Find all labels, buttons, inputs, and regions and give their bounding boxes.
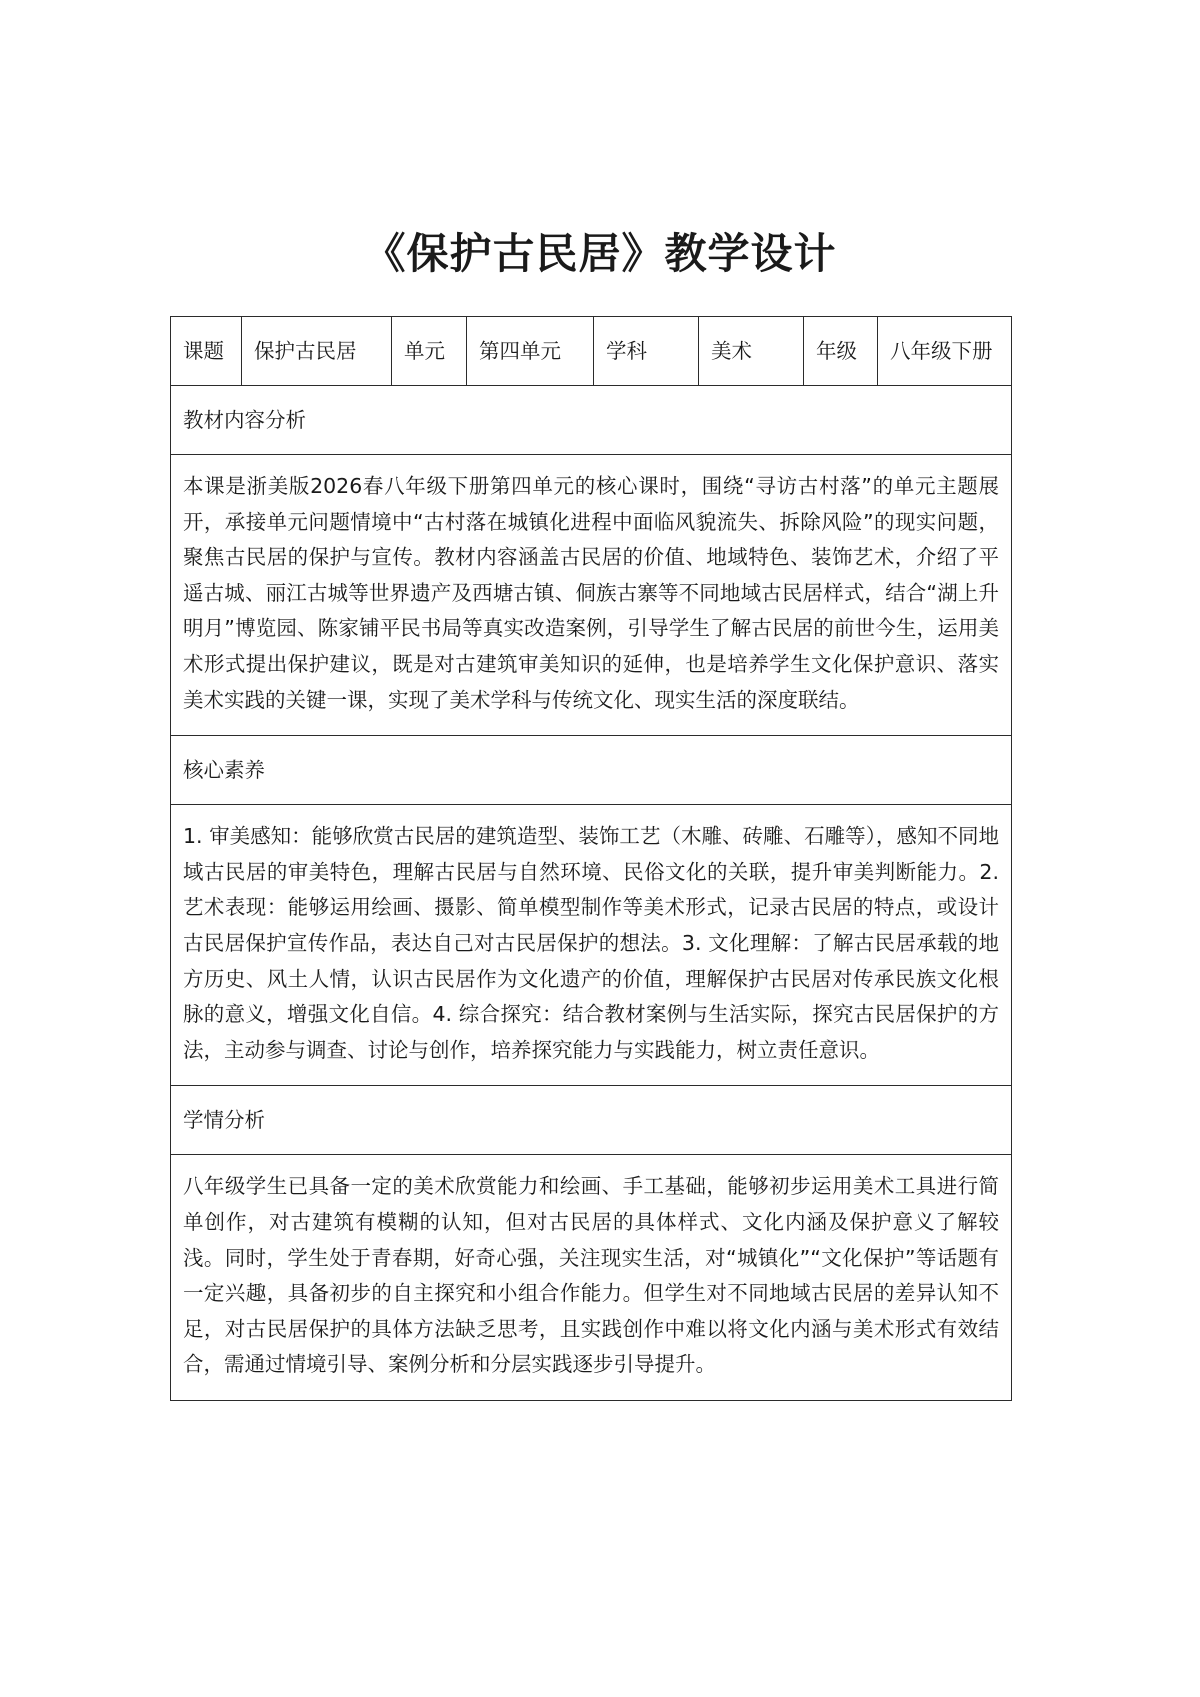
topic-label: 课题 bbox=[171, 317, 242, 386]
lesson-plan-table bbox=[170, 316, 1012, 1401]
header-row bbox=[171, 317, 1012, 386]
unit-label: 单元 bbox=[392, 317, 467, 386]
section-body-row bbox=[171, 805, 1012, 1086]
section-body-row bbox=[171, 455, 1012, 736]
section-heading-row bbox=[171, 386, 1012, 455]
section-body-textbook-analysis bbox=[171, 455, 1012, 736]
section-paragraph: 本课是浙美版2026春八年级下册第四单元的核心课时，围绕“寻访古村落”的单元主题展开，承接单元问题情境中“古村落在城镇化进程中面临风貌流失、拆除风险”的现实问题，聚焦古民居的保护与宣传。教材内容涵盖古民居的价值、地域特色、装饰艺术，介绍了平遥古城、丽江古城等世界遗产及西塘古镇、侗族古寨等不同地域古民居样式，结合“湖上升明月”博览园、陈家铺平民书局等真实改造案例，引导学生了解古民居的前世今生，运用美术形式提出保护建议，既是对古建筑审美知识的延伸，也是培养学生文化保护意识、落实美术实践的关键一课，实现了美术学科与传统文化、现实生活的深度联结。 bbox=[183, 474, 999, 712]
section-heading-textbook-analysis: 教材内容分析 bbox=[171, 386, 1012, 455]
section-heading-student-analysis: 学情分析 bbox=[171, 1086, 1012, 1155]
section-body-core-literacy bbox=[171, 805, 1012, 1086]
subject-label: 学科 bbox=[594, 317, 699, 386]
section-heading-row bbox=[171, 1086, 1012, 1155]
subject-value: 美术 bbox=[699, 317, 804, 386]
section-heading-core-literacy: 核心素养 bbox=[171, 736, 1012, 805]
grade-value: 八年级下册 bbox=[878, 317, 1012, 386]
grade-label: 年级 bbox=[804, 317, 878, 386]
section-body-student-analysis bbox=[171, 1155, 1012, 1401]
unit-value: 第四单元 bbox=[467, 317, 594, 386]
section-heading-row bbox=[171, 736, 1012, 805]
section-paragraph: 1. 审美感知：能够欣赏古民居的建筑造型、装饰工艺（木雕、砖雕、石雕等），感知不同地域古民居的审美特色，理解古民居与自然环境、民俗文化的关联，提升审美判断能力。2. 艺术表现：能够运用绘画、摄影、简单模型制作等美术形式，记录古民居的特点，或设计古民居保护宣传作品，表达自己对古民居保护的想法。3. 文化理解：了解古民居承载的地方历史、风土人情，认识古民居作为文化遗产的价值，理解保护古民居对传承民族文化根脉的意义，增强文化自信。4. 综合探究：结合教材案例与生活实际，探究古民居保护的方法，主动参与调查、讨论与创作，培养探究能力与实践能力，树立责任意识。 bbox=[183, 824, 999, 1062]
topic-value: 保护古民居 bbox=[242, 317, 392, 386]
page-title: 《保护古民居》教学设计 bbox=[363, 229, 837, 279]
section-paragraph: 八年级学生已具备一定的美术欣赏能力和绘画、手工基础，能够初步运用美术工具进行简单创作，对古建筑有模糊的认知，但对古民居的具体样式、文化内涵及保护意义了解较浅。同时，学生处于青春期，好奇心强，关注现实生活，对“城镇化”“文化保护”等话题有一定兴趣，具备初步的自主探究和小组合作能力。但学生对不同地域古民居的差异认知不足，对古民居保护的具体方法缺乏思考，且实践创作中难以将文化内涵与美术形式有效结合，需通过情境引导、案例分析和分层实践逐步引导提升。 bbox=[183, 1174, 999, 1377]
section-body-row bbox=[171, 1155, 1012, 1401]
